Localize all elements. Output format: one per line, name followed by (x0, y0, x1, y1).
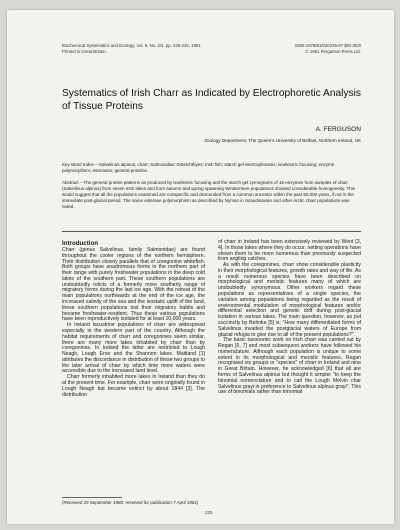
section-heading: Introduction (62, 240, 99, 247)
journal-citation (62, 43, 202, 54)
page-number: 225 (205, 510, 213, 515)
article-title: Systematics of Irish Charr as Indicated by Electrophoretic Analysis of Tissue Proteins (62, 88, 361, 112)
journal-citation-line: Biochemical Systematics and Ecology, Vol. 9, No. 2/3, pp. 225-232, 1981. (62, 43, 202, 48)
right-column (218, 240, 361, 396)
received-date: (Received 29 September 1980; received for publication 7 April 1981) (62, 500, 199, 505)
author-name: A. FERGUSON (315, 126, 361, 133)
abstract-divider (62, 231, 361, 232)
keyword-index: Key Word Index – Salvelinus alpinus; charr; Salmonidae; Osteichthyes; Irish fish; starch gel electrophoresis; isoelectric focusing; enzyme polymorphism; esterases; general proteins. (62, 162, 335, 173)
author-affiliation: Zoology Department, The Queen's University of Belfast, Northern Ireland, UK (204, 138, 361, 143)
copyright-line: © 1981 Pergamon Press Ltd. (305, 48, 361, 54)
printed-in-line: Printed in Great Britain. (62, 48, 107, 54)
footnote-divider (62, 497, 122, 498)
left-column (62, 240, 205, 398)
issn-line: 0305-1978/81/020225-07 $02.00/0 (294, 43, 361, 48)
body-paragraph: As with the coregonines, charr show considerable plasticity in their morphological features, growth rates and way of life. As a result numerous species have been described on morphological and meristic features many of which are undoubtedly synonymous. Other workers regard these populations as representatives of a single species, the variation among populations being regarded as the result of environmental modulation of morphological features and/or differential selection and genetic drift during post-glacial isolation in various lakes. The main question, however, as put succinctly by Behnke [5] is: "How many differentiated forms of Salvelinus invaded the postglacial waters of Europe from glacial refugia to give rise to all of the present populations?". (218, 262, 361, 338)
journal-page (7, 10, 394, 524)
abstract: Abstract – The general protein patterns as produced by isoelectric focusing and the starch gel zymograms of 15 enzymes from samples of charr (Salvelinus alpinus) from seven Irish lakes and from autumn and spring spawning Windermere populations showed considerable homogeneity. This would suggest that all the populations examined are conspecific and descended from a common ancestor within the past 50,000 years, if not in the immediate post-glacial period. The same esterase polymorphism as described by Nyman in Scandinavian and other Arctic charr populations was noted. (62, 180, 355, 209)
body-paragraph: The basic taxonomic work on Irish charr was carried out by Regan [6, 7] and most subsequent workers have followed his nomenclature. Although each population is unique to some extent in its morphological and meristic features, Regan recognised six groups or "species" of charr in Ireland and nine in Great Britain. However, he acknowledged [6] that all are forms of Salvelinus alpinus but thought it simpler "to keep the binomial nomenclature and to call the Lough Melvin char Salvelinus grayi in preference to Salvelinus alpinus grayi". This use of binomials rather than trinomial (218, 337, 361, 396)
body-paragraph: In Ireland lacustrine populations of charr are widespread especially in the western part of the country. Although the habitat requirements of charr and coregonines seem similar, there are many more lakes inhabited by charr than by coregonines. In Ireland the latter are restricted to Lough Neagh, Lough Erne and the Shannon lakes. Maitland [1] attributes the discordance in distribution of these two groups to the later arrival of charr by which time more waters were accessible due to the increased land level. (62, 322, 205, 375)
body-paragraph: Charr (genus Salvelinus, family Salmonidae) are found throughout the cooler regions of the northern hemisphere. Their distribution closely parallels that of coregonine whitefish. Both groups have anadromous forms in the northern part of their range with purely freshwater populations in the deep cold lakes of the southern part. These southern populations are undoubtedly relicts of a formerly more southerly range of migratory forms during the last ice age. With the retreat of the main populations northwards at the end of the ice age, the increased salinity of the sea and the isostatic uplift of the land, these southern populations lost their migratory habits and became freshwater-resident. Thus these various populations have been reproductively isolated for at least 10,000 years. (62, 247, 205, 323)
body-paragraph: of charr in Ireland has been extensively reviewed by Went [3, 4]. In those lakes where they do occur, netting operations have shown them to be more numerous than previously suspected from angling catches. (218, 239, 361, 263)
body-paragraph: Charr formerly inhabited more lakes in Ireland than they do at the present time. For example, charr were originally found in Lough Neagh but became extinct by about 1844 [2]. The distribution (62, 374, 205, 398)
issn-block (295, 43, 361, 54)
